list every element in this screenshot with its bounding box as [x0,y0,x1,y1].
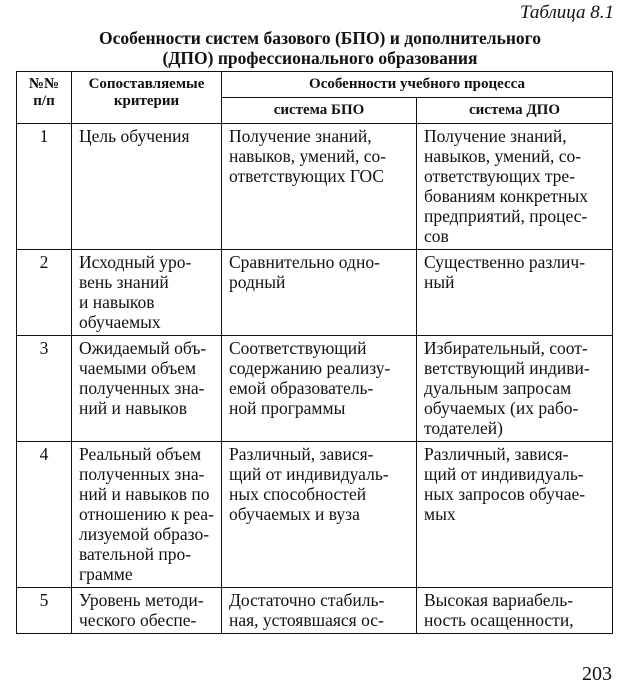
row-criterion: Исходный уро- вень знаний и навыков обучаемых [72,250,222,336]
header-criteria: Сопоставляемые критерии [72,72,222,124]
page-number: 203 [582,663,612,685]
row-number: 3 [17,336,72,442]
row-criterion: Цель обучения [72,124,222,250]
table-row [17,250,613,336]
row-dpo: Избирательный, соот- ветствующий индиви- дуальным запросам обучаемых (их рабо- тодателей) [417,336,613,442]
row-bpo: Различный, завися- щий от индивидуаль- ных способностей обучаемых и вуза [222,442,417,588]
row-criterion: Ожидаемый объ- чаемыми объем полученных зна- ний и навыков [72,336,222,442]
header-process: Особенности учебного процесса [222,72,613,98]
row-number: 4 [17,442,72,588]
row-dpo: Получение знаний, навыков, умений, со- ответствующих тре- бованиям конкретных предприятий, процес- сов [417,124,613,250]
row-bpo: Соответствующий содержанию реализу- емой образователь- ной программы [222,336,417,442]
header-bpo: система БПО [222,98,417,124]
row-dpo: Различный, завися- щий от индивидуаль- ных запросов обучае- мых [417,442,613,588]
header-row-1 [17,72,613,98]
row-criterion: Уровень методи- ческого обеспе- [72,588,222,634]
header-num: №№ п/п [17,72,72,124]
table-label: Таблица 8.1 [520,2,614,23]
row-number: 2 [17,250,72,336]
comparison-table [16,71,613,634]
caption-line-2: (ДПО) профессионального образования [162,48,478,68]
row-bpo: Достаточно стабиль- ная, устоявшаяся ос- [222,588,417,634]
row-dpo: Высокая вариабель- ность осащенности, [417,588,613,634]
header-dpo: система ДПО [417,98,613,124]
table-caption [40,28,600,68]
row-bpo: Получение знаний, навыков, умений, со- ответствующих ГОС [222,124,417,250]
row-dpo: Существенно различ- ный [417,250,613,336]
table-row [17,124,613,250]
caption-line-1: Особенности систем базового (БПО) и дополнительного [99,28,541,48]
row-number: 1 [17,124,72,250]
table-row [17,442,613,588]
row-criterion: Реальный объем полученных зна- ний и навыков по отношению к реа- лизуемой образо- вательной про- грамме [72,442,222,588]
table-row [17,336,613,442]
row-number: 5 [17,588,72,634]
row-bpo: Сравнительно одно- родный [222,250,417,336]
table-row [17,588,613,634]
